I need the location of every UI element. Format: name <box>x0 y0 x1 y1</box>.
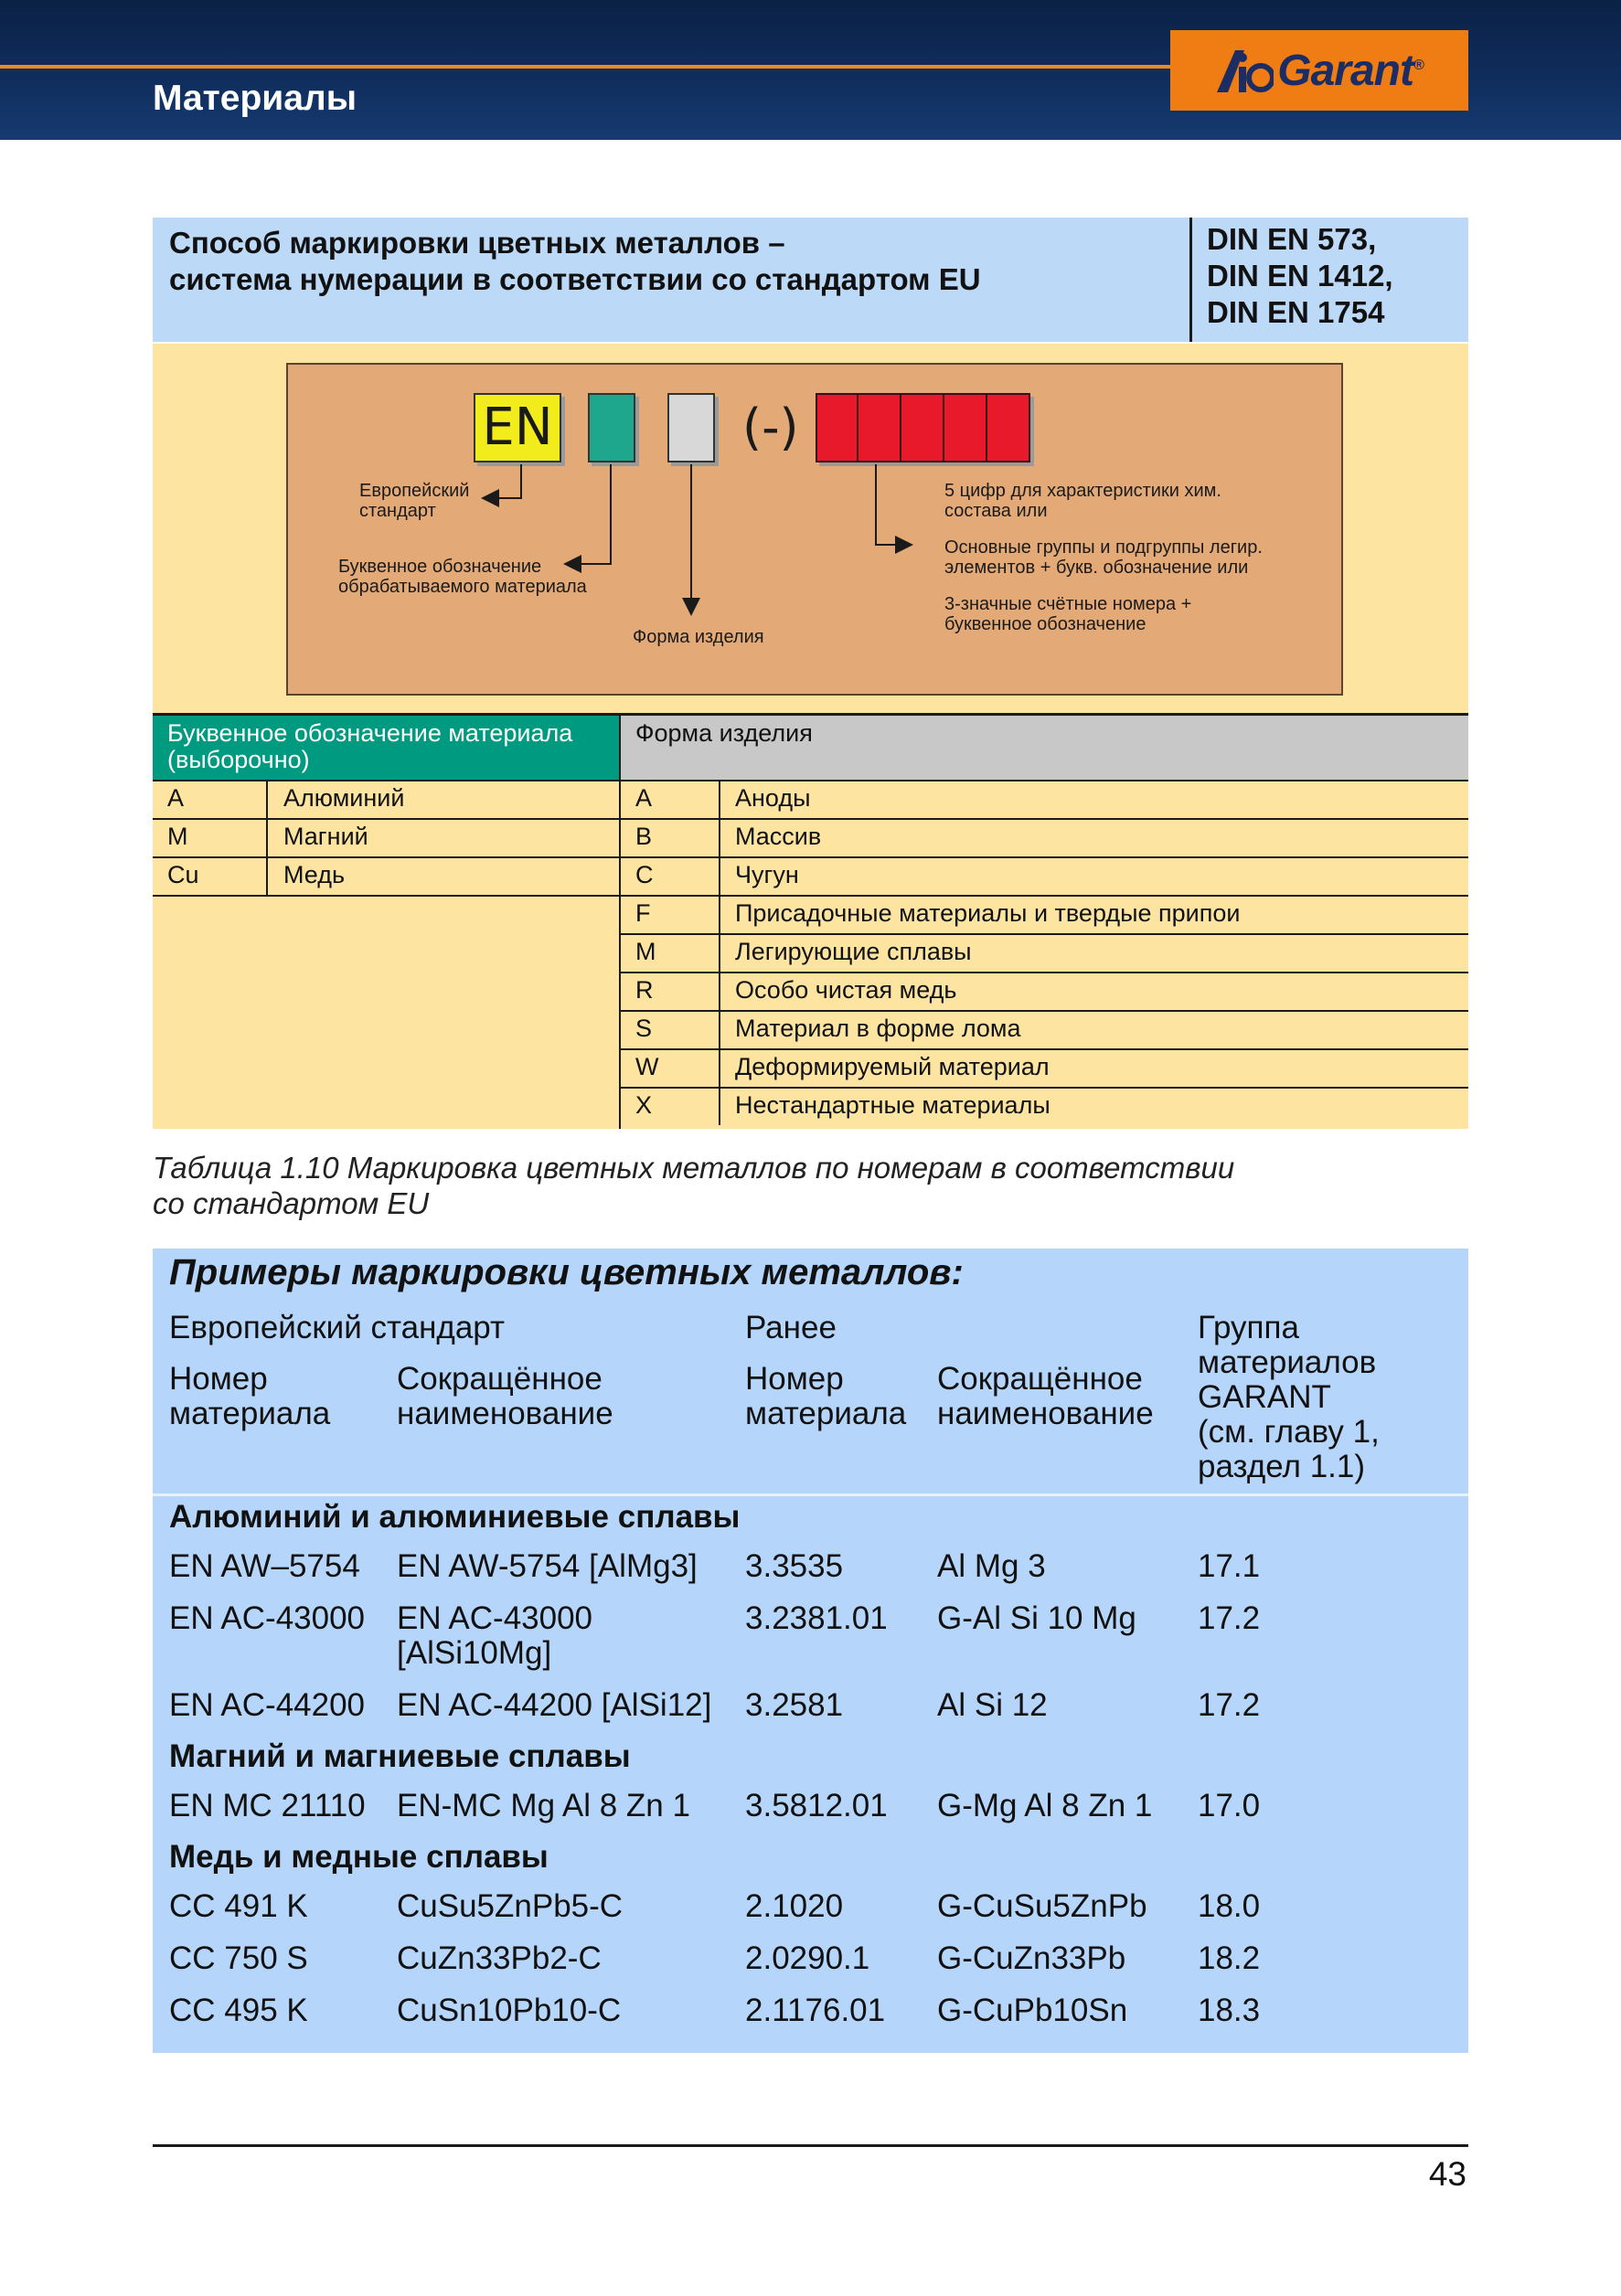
head-european-standard: Европейский стандарт <box>169 1310 506 1345</box>
head-short-name: Сокращённое наименование <box>397 1361 613 1431</box>
table-column-line <box>719 780 720 1125</box>
title-divider <box>1189 218 1192 342</box>
table-divider <box>619 716 621 1129</box>
material-group-heading: Алюминий и алюминиевые сплавы <box>169 1499 741 1535</box>
old-short-name: Al Mg 3 <box>937 1548 1046 1584</box>
head-material-number: Номер материала <box>169 1361 331 1431</box>
form-name: Материал в форме лома <box>735 1015 1021 1042</box>
table-row-line <box>153 895 621 897</box>
table-row-line <box>621 1087 1468 1089</box>
short-name <box>397 1601 592 1671</box>
material-code: A <box>167 784 185 812</box>
form-code: A <box>635 784 653 812</box>
material-number: CC 491 K <box>169 1888 308 1924</box>
short-name <box>397 1941 602 1976</box>
digit-box <box>901 393 944 462</box>
head-garant-group: Группа материалов GARANT (см. главу 1, раздел 1.1) <box>1198 1310 1380 1484</box>
table-row-line <box>153 818 621 820</box>
old-number: 3.2581 <box>745 1687 844 1723</box>
material-number: CC 750 S <box>169 1940 308 1976</box>
form-code: F <box>635 899 651 927</box>
form-name: Нестандартные материалы <box>735 1091 1050 1119</box>
label-product-form: Форма изделия <box>633 627 764 647</box>
garant-group: 17.1 <box>1198 1548 1261 1584</box>
old-number: 3.3535 <box>745 1548 844 1584</box>
material-group-heading: Магний и магниевые сплавы <box>169 1738 631 1774</box>
short-name <box>397 1789 690 1823</box>
product-form-header: Форма изделия <box>621 716 1468 780</box>
short-name-line: EN AC-43000 <box>397 1600 593 1636</box>
form-name: Массив <box>735 823 822 850</box>
en-code-box: EN <box>474 393 561 462</box>
old-number: 2.1020 <box>745 1888 844 1924</box>
material-name: Медь <box>283 861 346 888</box>
material-number: EN MC 21110 <box>169 1788 366 1823</box>
table-row-line <box>621 856 1468 858</box>
table-row-line <box>621 933 1468 935</box>
optional-dash: (-) <box>742 399 799 456</box>
table-row-line <box>621 895 1468 897</box>
logo-text: Garant® <box>1277 46 1424 95</box>
title-text: Способ маркировки цветных металлов – система нумерации в соответствии со стандартом EU <box>169 226 981 296</box>
short-name-line: EN-MC Mg Al 8 Zn 1 <box>397 1788 690 1823</box>
form-name: Чугун <box>735 861 799 888</box>
garant-group: 17.2 <box>1198 1687 1261 1723</box>
old-number: 3.2381.01 <box>745 1600 888 1636</box>
old-number: 2.1176.01 <box>745 1993 886 2028</box>
short-name <box>397 1549 698 1584</box>
digit-box <box>944 393 987 462</box>
table-row-line <box>621 818 1468 820</box>
label-letter-material: Буквенное обозначение обрабатываемого материала <box>338 557 587 597</box>
head-old-number: Номер материала <box>745 1361 907 1431</box>
old-short-name: G-CuSu5ZnPb <box>937 1888 1147 1924</box>
old-number: 2.0290.1 <box>745 1940 870 1976</box>
label-5-digits: 5 цифр для характеристики хим. состава или <box>944 481 1221 521</box>
form-name: Деформируемый материал <box>735 1053 1050 1080</box>
header-accent-line <box>0 65 1179 69</box>
short-name-line: CuZn33Pb2-C <box>397 1940 602 1976</box>
garant-group: 18.0 <box>1198 1888 1261 1924</box>
short-name-line: CuSn10Pb10-C <box>397 1993 622 2028</box>
old-short-name: G-CuPb10Sn <box>937 1993 1128 2028</box>
material-number: EN AC-43000 <box>169 1600 366 1636</box>
old-short-name: Al Si 12 <box>937 1687 1048 1723</box>
label-3-digit: 3-значные счётные номера + буквенное обозначение <box>944 594 1192 634</box>
short-name <box>397 1889 623 1924</box>
examples-panel <box>153 1249 1468 2053</box>
examples-title: Примеры маркировки цветных металлов: <box>169 1252 964 1292</box>
material-name: Алюминий <box>283 784 405 812</box>
short-name <box>397 1993 621 2028</box>
digit-boxes <box>816 393 1030 462</box>
digit-box <box>858 393 901 462</box>
table-row-line <box>153 856 621 858</box>
section-title: Материалы <box>153 79 357 118</box>
table-row-line <box>621 780 1468 781</box>
table-row-line <box>621 1010 1468 1012</box>
garant-group: 18.3 <box>1198 1993 1261 2028</box>
old-short-name: G-Al Si 10 Mg <box>937 1600 1136 1636</box>
short-name-line: EN AW-5754 [AlMg3] <box>397 1548 698 1584</box>
footer-line <box>153 2144 1468 2147</box>
garant-logo-icon <box>1215 47 1274 94</box>
old-short-name: G-CuZn33Pb <box>937 1940 1126 1976</box>
head-previously: Ранее <box>745 1310 837 1345</box>
material-letter-box <box>588 393 635 462</box>
garant-group: 18.2 <box>1198 1940 1261 1976</box>
examples-header-separator <box>153 1493 1468 1496</box>
table-row-line <box>621 1048 1468 1050</box>
table-row-line <box>621 972 1468 973</box>
form-code: C <box>635 861 654 888</box>
material-number: EN AW–5754 <box>169 1548 360 1584</box>
page-number: 43 <box>1428 2155 1466 2193</box>
table-row-line <box>153 780 621 781</box>
lookup-table <box>153 713 1468 1129</box>
title-box <box>153 218 1468 342</box>
form-code: W <box>635 1053 659 1080</box>
material-code: M <box>167 823 188 850</box>
head-old-short-name: Сокращённое наименование <box>937 1361 1154 1431</box>
short-name <box>397 1688 711 1723</box>
garant-logo <box>1170 30 1468 111</box>
garant-group: 17.2 <box>1198 1600 1261 1636</box>
material-letter-header: Буквенное обозначение материала (выборочно) <box>153 716 621 780</box>
material-number: CC 495 K <box>169 1993 308 2028</box>
product-form-box <box>667 393 715 462</box>
garant-group: 17.0 <box>1198 1788 1261 1823</box>
material-name: Магний <box>283 823 368 850</box>
label-european-standard: Европейский стандарт <box>359 481 470 521</box>
digit-box <box>987 393 1030 462</box>
short-name-line: [AlSi10Mg] <box>397 1635 552 1671</box>
marking-diagram-panel <box>286 363 1343 696</box>
material-number: EN AC-44200 <box>169 1687 366 1723</box>
form-name: Присадочные материалы и твердые припои <box>735 899 1241 927</box>
table-caption: Таблица 1.10 Маркировка цветных металлов по номерам в соответствии со стандартом EU <box>153 1151 1235 1220</box>
form-code: B <box>635 823 653 850</box>
material-code: Cu <box>167 861 199 888</box>
form-name: Особо чистая медь <box>735 976 957 1004</box>
standards-list: DIN EN 573, DIN EN 1412, DIN EN 1754 <box>1207 222 1393 329</box>
form-name: Аноды <box>735 784 811 812</box>
short-name-line: CuSu5ZnPb5-C <box>397 1888 624 1924</box>
form-code: S <box>635 1015 653 1042</box>
label-main-groups: Основные группы и подгруппы легир. элементов + букв. обозначение или <box>944 537 1263 578</box>
old-number: 3.5812.01 <box>745 1788 888 1823</box>
form-name: Легирующие сплавы <box>735 938 972 965</box>
form-code: M <box>635 938 656 965</box>
form-code: X <box>635 1091 653 1119</box>
table-column-line <box>266 780 268 895</box>
form-code: R <box>635 976 654 1004</box>
old-short-name: G-Mg Al 8 Zn 1 <box>937 1788 1153 1823</box>
material-group-heading: Медь и медные сплавы <box>169 1839 549 1875</box>
short-name-line: EN AC-44200 [AlSi12] <box>397 1687 712 1723</box>
digit-box <box>816 393 858 462</box>
